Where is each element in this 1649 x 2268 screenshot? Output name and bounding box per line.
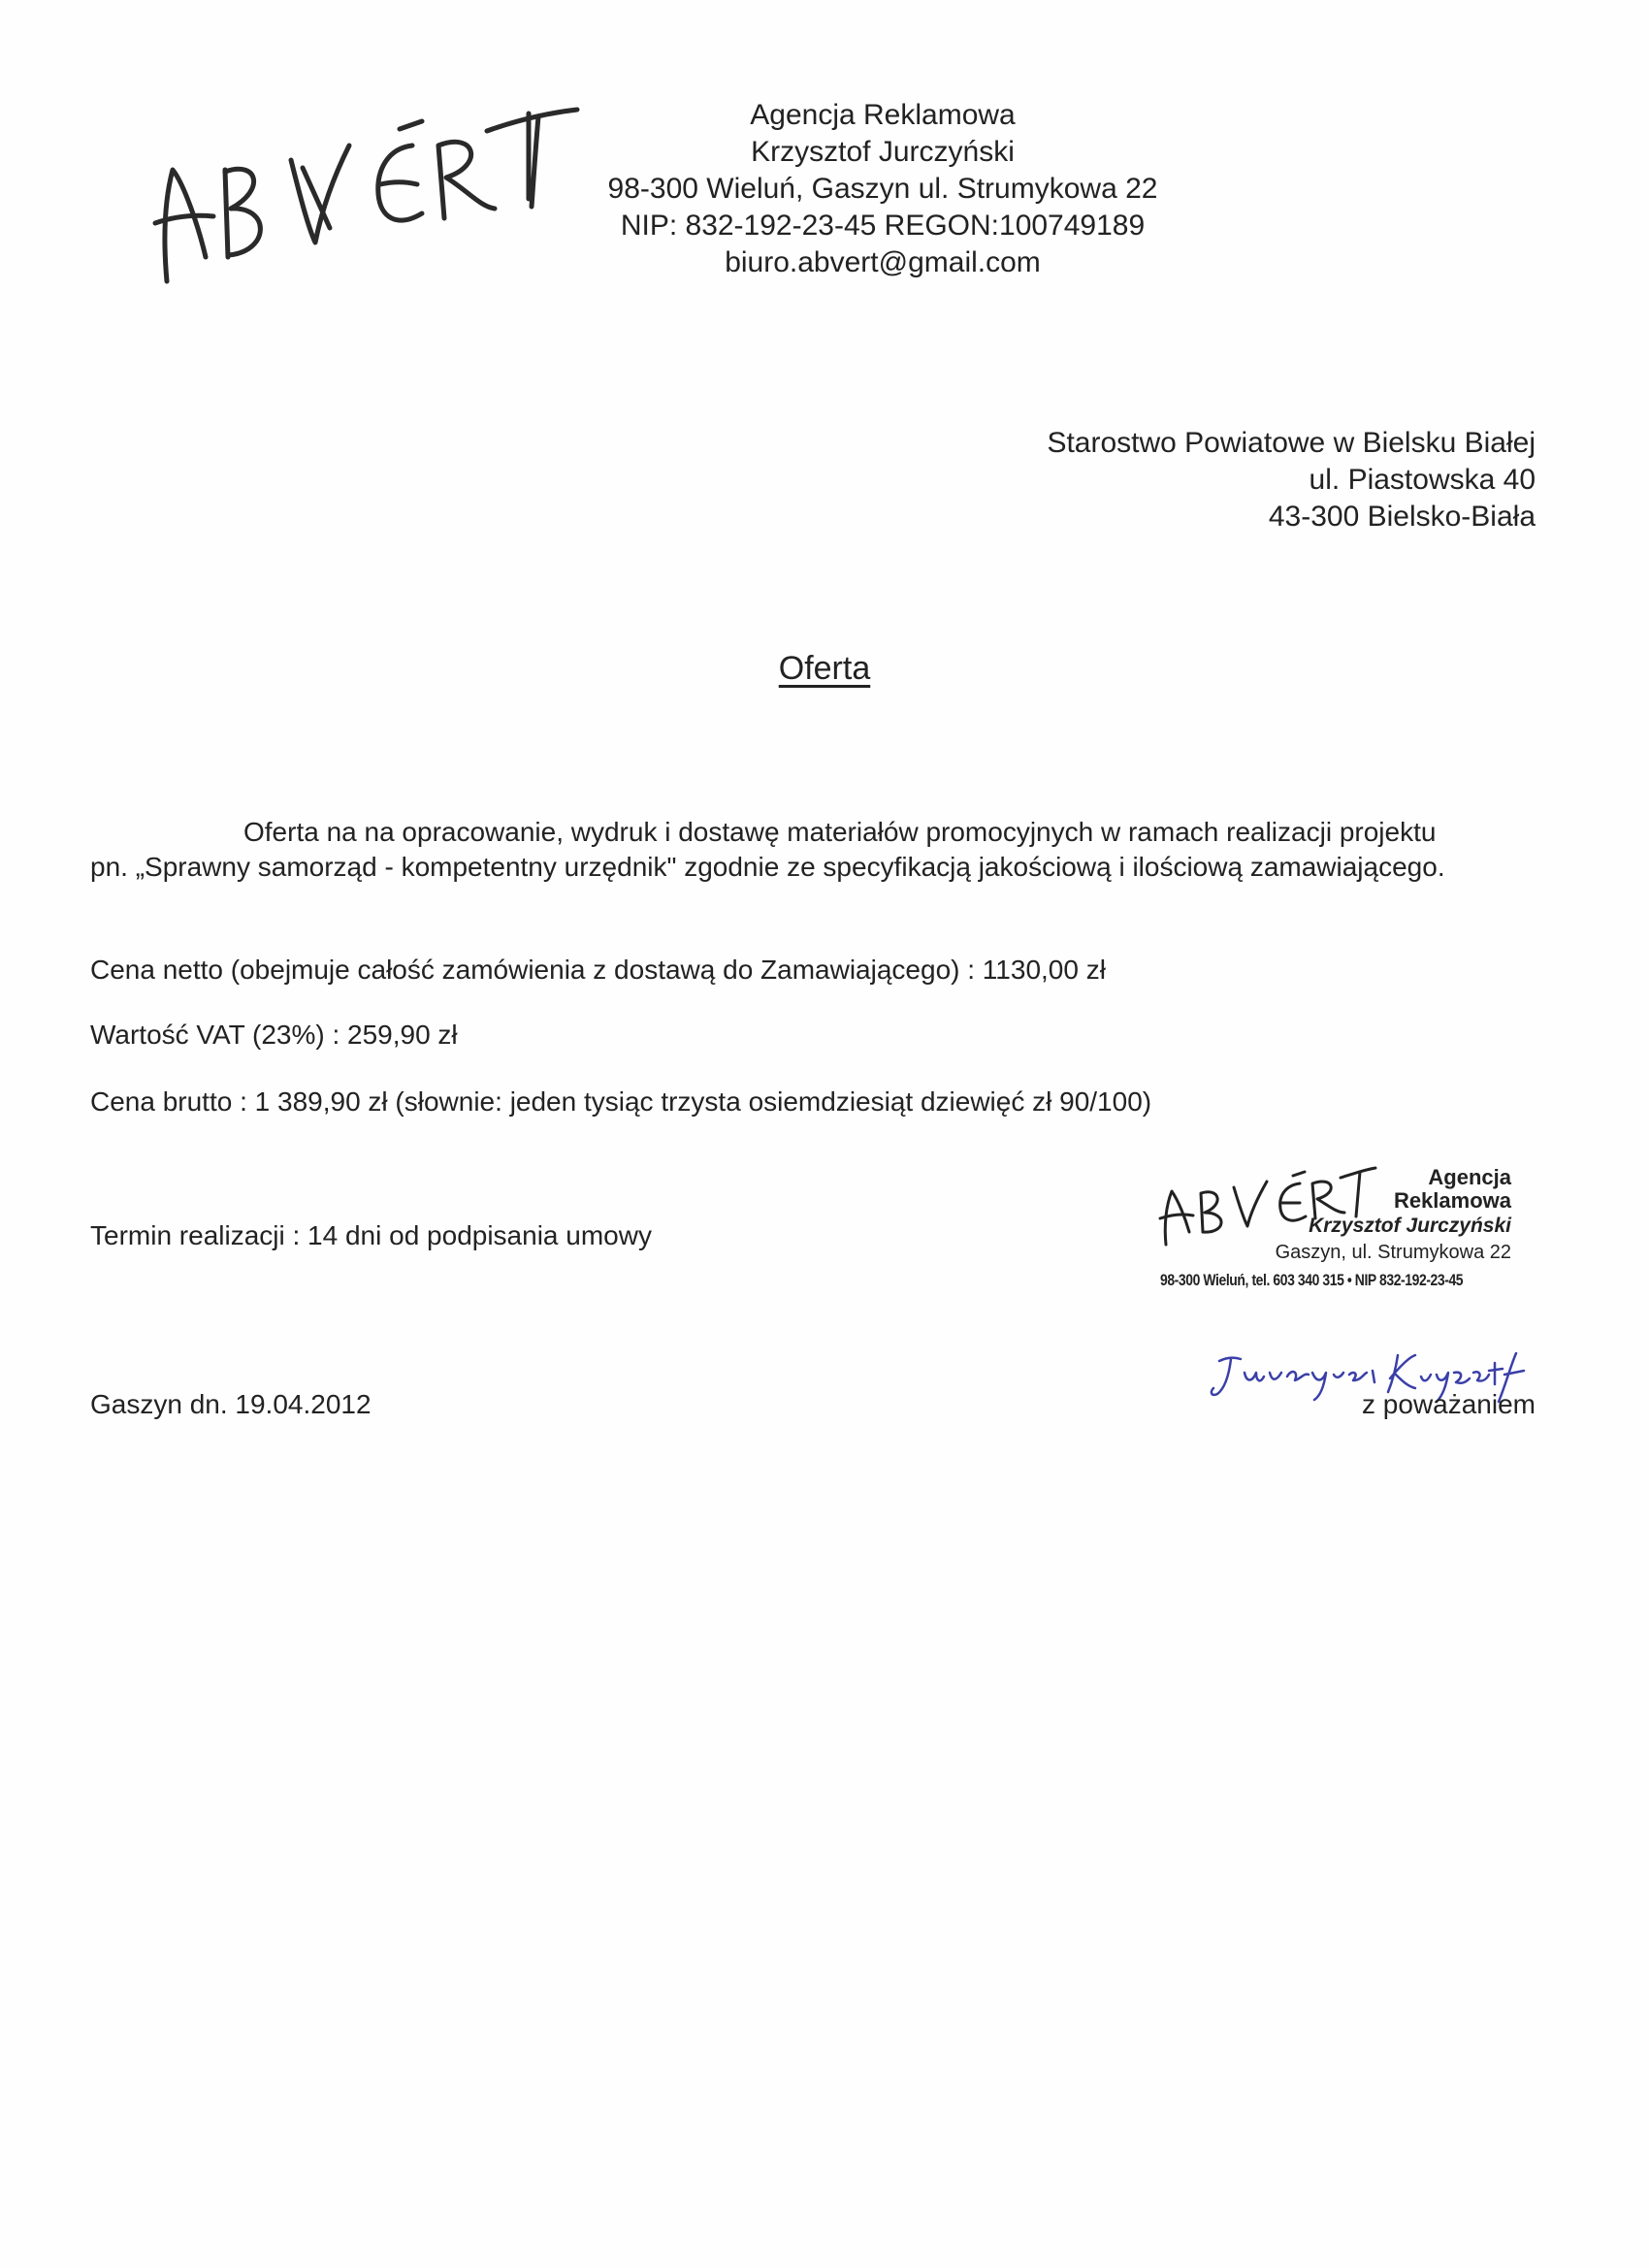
price-brutto: Cena brutto : 1 389,90 zł (słownie: jeden tysiąc trzysta osiemdziesiąt dziewięć zł 90/100) [90,1086,1152,1117]
closing-regards: z poważaniem [1362,1389,1536,1419]
sender-tax-ids: NIP: 832-192-23-45 REGON:100749189 [620,210,1146,242]
sender-block [543,97,1222,281]
sender-company: Agencja Reklamowa [750,99,1016,131]
offer-intro [90,815,1536,885]
stamp-address: Gaszyn, ul. Strumykowa 22 [1275,1242,1511,1263]
company-stamp [1145,1154,1523,1310]
delivery-term: Termin realizacji : 14 dni od podpisania umowy [90,1220,652,1250]
stamp-line-b: Reklamowa [1393,1188,1511,1213]
sender-email: biuro.abvert@gmail.com [725,246,1041,278]
document-date: Gaszyn dn. 19.04.2012 [90,1389,372,1419]
stamp-footer: 98-300 Wieluń, tel. 603 340 315 • NIP 832-192-23-45 [1160,1271,1464,1289]
price-vat: Wartość VAT (23%) : 259,90 zł [90,1020,458,1050]
recipient-name: Starostwo Powiatowe w Bielsku Białej [1047,427,1536,459]
sender-address: 98-300 Wieluń, Gaszyn ul. Strumykowa 22 [607,173,1158,205]
document-title [0,650,1649,688]
abvert-handwritten-logo [146,92,601,306]
price-netto: Cena netto (obejmuje całość zamówienia z dostawą do Zamawiającego) : 1130,00 zł [90,955,1106,985]
stamp-owner: Krzysztof Jurczyński [1309,1215,1511,1237]
recipient-city: 43-300 Bielsko-Biała [1268,501,1536,533]
recipient-street: ul. Piastowska 40 [1309,464,1536,496]
sender-owner: Krzysztof Jurczyński [751,136,1015,168]
intro-line-2: pn. „Sprawny samorząd - kompetentny urzędnik" zgodnie ze specyfikacją jakościową i ilościową zamawiającego. [90,852,1445,882]
intro-line-1: Oferta na na opracowanie, wydruk i dostawę materiałów promocyjnych w ramach realizacji projektu [243,817,1437,847]
stamp-line-a: Agencja [1428,1165,1511,1189]
recipient-block [1047,425,1536,535]
title-text: Oferta [778,650,871,687]
stamp-agency [1394,1166,1511,1213]
